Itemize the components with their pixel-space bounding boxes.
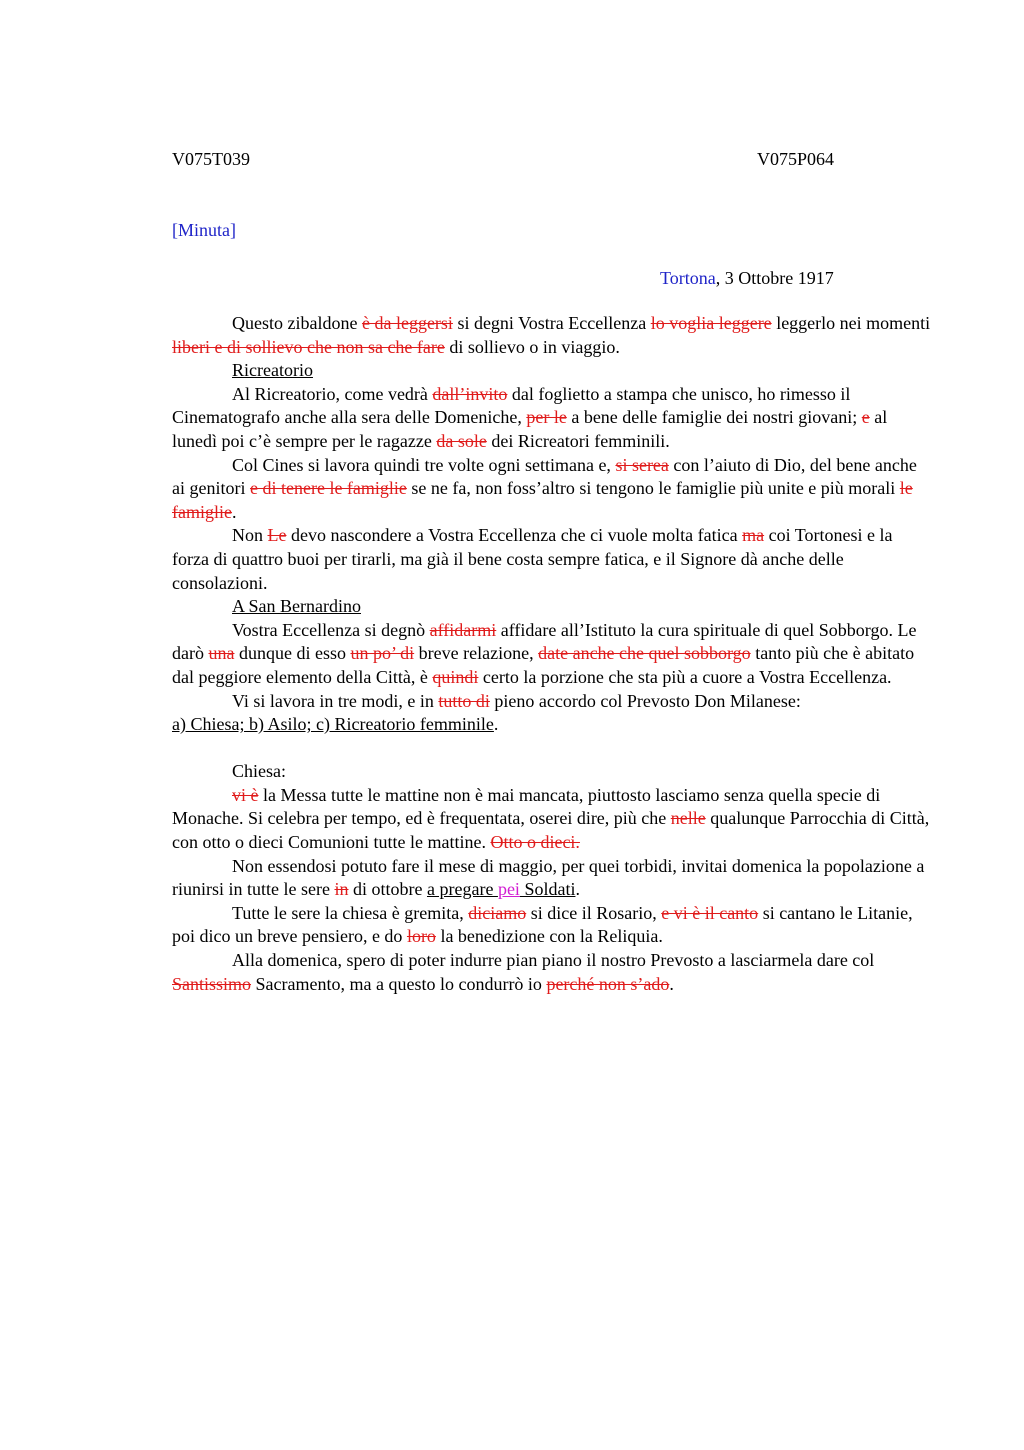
deleted-text: le famiglie [172, 478, 913, 522]
inserted-text: pei [497, 879, 520, 900]
deleted-text: Santissimo [172, 973, 252, 994]
deleted-text: è da leggersi [361, 313, 453, 333]
section-heading-ricreatorio [172, 359, 932, 383]
paragraph-ricreatorio [172, 383, 932, 454]
text-run: Al Ricreatorio, come vedrà [232, 383, 433, 404]
paragraph-ottobre [172, 855, 932, 902]
text-run: dunque di esso [234, 643, 351, 664]
text-run: qualunque Parrocchia di Città, con otto o dieci Comunioni tutte le mattine. [172, 808, 930, 853]
text-run: dei Ricreatori femminili. [486, 430, 670, 451]
underlined-text: a pregare [426, 879, 498, 900]
text-run: si cantano le Litanie, poi dico un breve pensiero, e do [172, 902, 913, 947]
text-run: la Messa tutte le mattine non è mai mancata, piuttosto lasciamo senza quella specie di Monache. Si celebra per tempo, ed è frequentata, oserei dire, più che [172, 784, 881, 829]
paragraph-fatica [172, 524, 932, 595]
paragraph-cines [172, 454, 932, 525]
deleted-text: date anche che quel sobborgo [538, 643, 751, 664]
text-run: con l’aiuto di Dio, del bene anche ai genitori [172, 454, 917, 499]
paragraph-tre-modi [172, 690, 932, 714]
deleted-text: e vi è il canto [661, 902, 759, 923]
paragraph-sobborgo [172, 619, 932, 690]
text-run: Non [232, 525, 268, 546]
paragraph-domenica [172, 949, 932, 996]
deleted-text: da sole [436, 430, 487, 451]
underlined-text: a) Chiesa; b) Asilo; c) Ricreatorio femminile [172, 714, 494, 735]
dateline [660, 266, 834, 290]
section-heading-san-bernardino [172, 595, 932, 619]
text-run: Vi si lavora in tre modi, e in [232, 690, 439, 711]
deleted-text: vi è [232, 784, 259, 805]
text-run: coi Tortonesi e la forza di quattro buoi per tirarli, ma già il bene costa sempre fatica, e il Signore dà anche delle consolazioni. [172, 525, 893, 593]
text-run: Col Cines si lavora quindi tre volte ogni settimana e, [232, 454, 616, 475]
text-run: . [575, 879, 580, 900]
text-run: devo nascondere a Vostra Eccellenza che ci vuole molta fatica [286, 525, 743, 546]
text-run: si dice il Rosario, [526, 902, 662, 923]
deleted-text: lo voglia leggere [650, 313, 772, 333]
deleted-text: ma [742, 525, 765, 546]
text-run: Non essendosi potuto fare il mese di maggio, per quei torbidi, invitai domenica la popolazione a riunirsi in tutte le sere [172, 855, 925, 900]
draft-label: [Minuta] [172, 220, 236, 240]
paragraph-messa [172, 784, 932, 855]
text-run: se ne fa, non foss’altro si tengono le famiglie più unite e più morali [406, 478, 900, 499]
letter-body [172, 312, 932, 996]
heading-text: Chiesa: [232, 761, 286, 782]
text-run: a bene delle famiglie dei nostri giovani; [566, 407, 862, 428]
dateline-date: , 3 Ottobre 1917 [715, 268, 834, 288]
text-run: affidare all’Istituto la cura spirituale di quel Sobborgo. Le darò [172, 619, 917, 664]
deleted-text: nelle [670, 808, 706, 829]
paragraph-intro [172, 312, 932, 359]
deleted-text: Le [267, 525, 287, 546]
text-run: Vostra Eccellenza si degnò [232, 619, 430, 640]
heading-text: A San Bernardino [232, 596, 361, 617]
paragraph-list [172, 713, 932, 737]
text-run: la benedizione con la Reliquia. [435, 926, 663, 947]
text-run: tanto più che è abitato dal peggiore elemento della Città, è [172, 643, 915, 687]
text-run: Tutte le sere la chiesa è gremita, [232, 902, 469, 923]
deleted-text: liberi e di sollievo che non sa che fare [172, 336, 445, 357]
deleted-text: dall’invito [432, 383, 508, 404]
text-run: di sollievo o in viaggio. [444, 336, 620, 357]
text-run: breve relazione, [414, 643, 539, 664]
text-run: pieno accordo col Prevosto Don Milanese: [489, 690, 801, 711]
section-heading-chiesa [172, 760, 932, 784]
deleted-text: un po’ di [350, 643, 415, 664]
text-run: Sacramento, ma a questo lo condurrò io [251, 973, 547, 994]
text-run: certo la porzione che sta più a cuore a Vostra Eccellenza. [478, 666, 892, 687]
text-run: Questo zibaldone [232, 313, 362, 333]
text-run: al lunedì poi c’è sempre per le ragazze [172, 407, 888, 451]
blank-line [172, 737, 932, 761]
document-code-right: V075P064 [757, 149, 835, 169]
document-code-left: V075T039 [172, 149, 250, 169]
deleted-text: e di tenere le famiglie [249, 478, 407, 499]
text-run: di ottobre [348, 879, 427, 900]
text-run: . [493, 714, 499, 735]
deleted-text: e [861, 407, 870, 428]
heading-text: Ricreatorio [232, 360, 313, 381]
text-run: si degni Vostra Eccellenza [452, 313, 651, 333]
deleted-text: una [208, 643, 235, 664]
deleted-text: perché non s’ado [546, 973, 670, 994]
deleted-text: loro [406, 926, 436, 947]
deleted-text: in [334, 879, 349, 900]
deleted-text: tutto di [438, 690, 490, 711]
deleted-text: si serea [615, 454, 669, 475]
text-run: . [669, 973, 674, 994]
text-run: Alla domenica, spero di poter indurre pian piano il nostro Prevosto a lasciarmela dare col [232, 950, 875, 971]
deleted-text: Otto o dieci. [490, 832, 580, 853]
text-run: leggerlo nei momenti [771, 313, 931, 333]
deleted-text: affidarmi [429, 619, 497, 640]
paragraph-rosario [172, 902, 932, 949]
deleted-text: diciamo [468, 902, 527, 923]
deleted-text: per le [526, 407, 567, 428]
text-run: dal foglietto a stampa che unisco, ho rimesso il Cinematografo anche alla sera delle Domeniche, [172, 383, 851, 428]
dateline-place: Tortona [660, 268, 716, 288]
deleted-text: quindi [432, 666, 479, 687]
text-run: . [231, 501, 237, 522]
underlined-text: Soldati [519, 879, 576, 900]
